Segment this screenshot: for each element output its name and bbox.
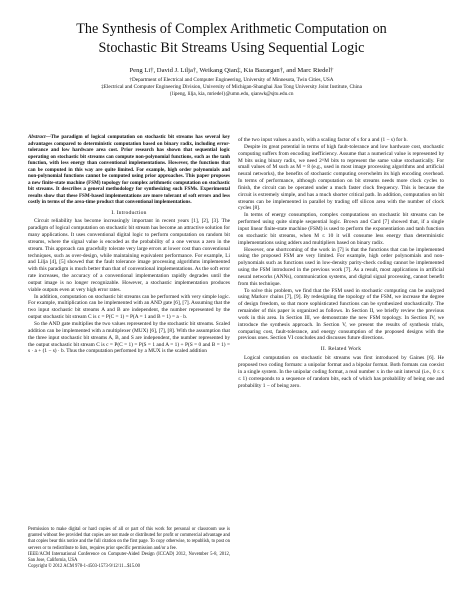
paragraph: So the AND gate multiplies the two values represented by the stochastic bit streams. Scaled addition can be implemented with a multiplexer (MUX) [6], [7], [8]. With the assumption that the three input stochastic bit streams A, B, and S are independent, the number represented by the output stochastic bit stream C is c = P(C = 1) = P(S = 1 and A = 1) + P(S = 0 and B = 1) = s · a + (1 − s) · b. Thus the computation performed by a MUX is the scaled addition bbox=[28, 321, 230, 355]
footnote-copyright: Copyright © 2012 ACM 978-1-4503-1573-9/12/11...$15.00 bbox=[28, 564, 140, 570]
paragraph: In terms of energy consumption, complex computations on stochastic bit streams can be performed using quite simple sequential logic. Brown and Card [7] showed that, if a single input linear finite-state machine (FSM) is used to perform the exponentiation and tanh function on stochastic bit streams, when M ≤ 10 it will consume less energy than deterministic implementations using adders and multipliers based on binary radix. bbox=[238, 212, 444, 246]
paragraph: Logical computation on stochastic bit streams was first introduced by Gaines [6]. He proposed two coding formats: a unipolar format and a bipolar format. Both formats can coexist in a single system. In the unipolar coding format, a real number x in the unit interval (i.e., 0 ≤ x ≤ 1) corresponds to a sequence of random bits, each of which has probability of being one and probability 1 − of being zero. bbox=[238, 355, 444, 389]
abstract bbox=[28, 134, 230, 206]
title-line-1: The Synthesis of Complex Arithmetic Computation on bbox=[76, 21, 387, 37]
affiliation-1: †Department of Electrical and Computer Engineering, University of Minnesota, Twin Cities, USA bbox=[129, 77, 334, 83]
footnote-conference: IEEE/ACM International Conference on Computer-Aided Design (ICCAD) 2012, November 5-8, 2012, San Jose, California, USA bbox=[28, 551, 230, 564]
affiliation-emails: {lipeng, lilja, kia, mriedel}@umn.edu, qianwk@sjtu.edu.cn bbox=[169, 91, 294, 98]
paragraph: Circuit reliability has become increasingly important in recent years [1], [2], [3]. The paradigm of logical computation on stochastic bit stream has become an attractive solution for many applications. It uses conventional digital logic to perform computation on random bit streams, where the signal value is encoded as the probability of a one versus a zero in the stream. This approach can gracefully tolerate very large errors at lower cost than conventional techniques, such as over-design, while maintaining equivalent performance. For example, Li and Lilja [4], [5] showed that the fault tolerance image processing algorithms implemented with this paradigm is much better than that of conventional implementations. As the soft error rate increases, the accuracy of a conventional implementation rapidly degrades until the output image is no longer recognizable. However, a stochastic implementation produces viable outputs even at very high error rates. bbox=[28, 218, 230, 293]
right-column bbox=[238, 137, 444, 389]
affiliation-2: ‡Electrical and Computer Engineering Division, University of Michigan-Shanghai Jiao Tong University Joint Institute, China bbox=[101, 84, 362, 91]
paragraph: In addition, computation on stochastic bit streams can be performed with very simple logic. For example, multiplication can be implemented with an AND gate [6], [7]. Assuming that the two input stochastic bit streams A and B are independent, the number represented by the output stochastic bit stream C is c = P(C = 1) = P(A = 1 and B = 1) = a · b. bbox=[28, 293, 230, 321]
footnote-permission: Permission to make digital or hard copies of all or part of this work for personal or classroom use is granted without fee provided that copies are not made or distributed for profit or commercial advantage and that copies bear this notice and the full citation on the first page. To copy otherwise, to republish, to post on servers or to redistribute to lists, requires prior specific permission and/or a fee. bbox=[28, 527, 231, 551]
paragraph: To solve this problem, we find that the FSM used in stochastic computing can be analyzed using Markov chains [7], [9]. By redesigning the topology of the FSM, we increase the degree of design freedom, so that more sophisticated functions can be synthesized stochastically. The remainder of this paper is organized as follows. In Section II, we briefly review the previous work in this area. In Section III, we demonstrate the new FSM topology. In Section IV, we introduce the synthesis approach. In Section V, we present the results of synthesis trials, comparing cost, fault-tolerance, and energy consumption of the proposed designs with the previous ones. Section VI concludes and discusses future directions. bbox=[238, 287, 444, 342]
title-line-2: Stochastic Bit Streams Using Sequential Logic bbox=[98, 40, 365, 56]
copyright-footnote bbox=[28, 527, 230, 570]
abstract-text: —The paradigm of logical computation on stochastic bit streams has several key advantages compared to deterministic computation based on binary radix, including error-tolerance and low hardware area cost. Prior research has shown that sequential logic operating on stochastic bit streams can compute non-polynomial functions, such as the tanh function, with less energy than conventional implementations. However, the functions that can be computed in this way are quite limited. For example, high order polynomials and non-polynomial functions cannot be computed using prior approaches. This paper proposes a new finite-state machine (FSM) topology for complex arithmetic computation on stochastic bit streams. It describes a general methodology for synthesizing such FSMs. Experimental results show that these FSM-based implementations are more tolerant of soft errors and less costly in terms of the area-time product that conventional implementations. bbox=[28, 134, 230, 205]
section-heading-introduction: I. Introduction bbox=[111, 209, 147, 216]
paragraph: of the two input values a and b, with a scaling factor of s for a and (1 − s) for b. bbox=[238, 137, 408, 143]
paragraph: However, one shortcoming of the work in [7] is that the functions that can be implemented using the proposed FSM are very limited. For example, high order polynomials and non-polynomials such as functions used in low-density parity-check coding cannot be implemented using the FSM introduced in the previous work [7]. As a result, most applications in artificial neural networks (ANNs), communication systems, and digital signal processing, cannot benefit from this technique. bbox=[238, 246, 444, 287]
author-list: Peng Li†, David J. Lilja†, Weikang Qian‡, Kia Bazargan†, and Marc Riedel† bbox=[129, 67, 334, 74]
abstract-label: Abstract bbox=[28, 134, 46, 140]
paper-title bbox=[20, 20, 443, 58]
section-heading-related-work: II. Related Work bbox=[320, 346, 362, 353]
paragraph: Despite its great potential in terms of high fault-tolerance and low hardware cost, stochastic computing suffers from encoding inefficiency. Assume that a numerical value is represented by M bits using binary radix, we need 2^M bits to represent the same value stochastically. For small values of M such as M = 8 (e.g., used in most image processing algorithms and artificial neural networks), the benefits of stochastic computing overwhelm its high encoding overhead. In terms of performance, although computation on bit streams needs more clock cycles to finish, the circuit can be operated under a much faster clock frequency. This is because the circuit is extremely simple, and has a much shorter critical path. In addition, computation on bit streams can be implemented in parallel by trading off silicon area with the number of clock cycles [8]. bbox=[238, 143, 444, 212]
left-column bbox=[28, 134, 230, 355]
affiliations bbox=[20, 77, 443, 99]
